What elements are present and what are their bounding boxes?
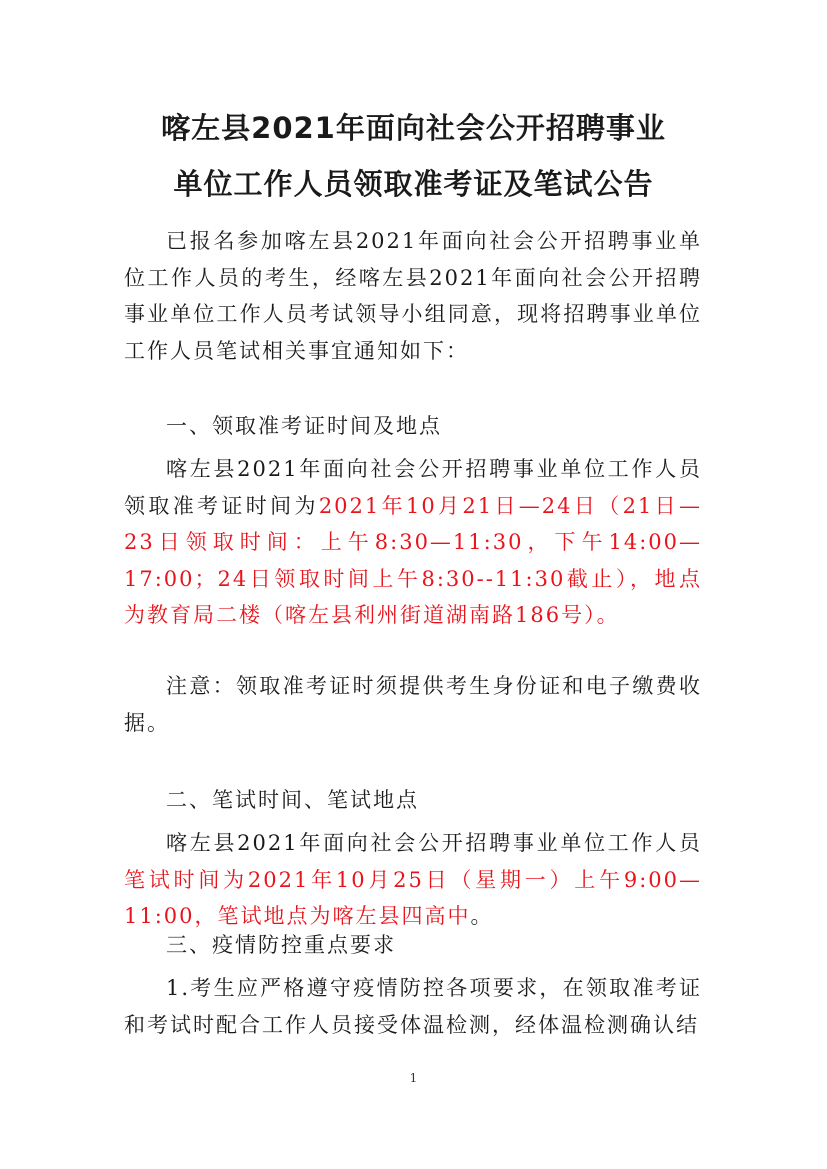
section-2-end: 。 [470,904,494,928]
section-1-text-block [124,451,702,634]
section-2-highlight: 笔试时间为2021年10月25日（星期一）上午9:00—11:00，笔试地点为喀左县四高中 [124,867,702,928]
section-2-text: 喀左县2021年面向社会公开招聘事业单位工作人员 [166,831,702,855]
document-title-line-1: 喀左县2021年面向社会公开招聘事业 [161,111,666,145]
section-3-heading-block [124,927,702,964]
section-1-text: 喀左县2021年面向社会公开招聘事业单位工作人员领取准考证时间为 [124,457,702,518]
section-1-heading: 一、领取准考证时间及地点 [166,414,442,438]
section-2-heading: 二、笔试时间、笔试地点 [166,788,419,812]
section-3-item-1: 1.考生应严格遵守疫情防控各项要求，在领取准考证和考试时配合工作人员接受体温检测，经体温检测确认结 [124,976,702,1037]
section-1-heading-block [124,408,702,445]
section-2-heading-block [124,782,702,819]
intro-paragraph [124,223,702,369]
section-2-text-block [124,825,702,935]
section-1-highlight: 2021年10月21日—24日（21日—23日领取时间：上午8:30—11:30，下午14:00—17:00；24日领取时间上午8:30--11:30截止），地点为教育局二楼（喀左县利州街道湖南路186号）。 [124,493,702,627]
document-title-line-2: 单位工作人员领取准考证及笔试公告 [173,167,654,201]
page-number: 1 [409,1071,418,1085]
section-2-paragraph [124,825,702,935]
note-text: 注意：领取准考证时须提供考生身份证和电子缴费收据。 [124,674,702,735]
section-3-heading: 三、疫情防控重点要求 [166,933,396,957]
section-3-item-1-block [124,970,702,1043]
note-paragraph [124,668,702,741]
section-1-paragraph [124,451,702,634]
intro-text: 已报名参加喀左县2021年面向社会公开招聘事业单位工作人员的考生，经喀左县2021年面向社会公开招聘事业单位工作人员考试领导小组同意，现将招聘事业单位工作人员笔试相关事宜通知如下： [124,229,702,363]
